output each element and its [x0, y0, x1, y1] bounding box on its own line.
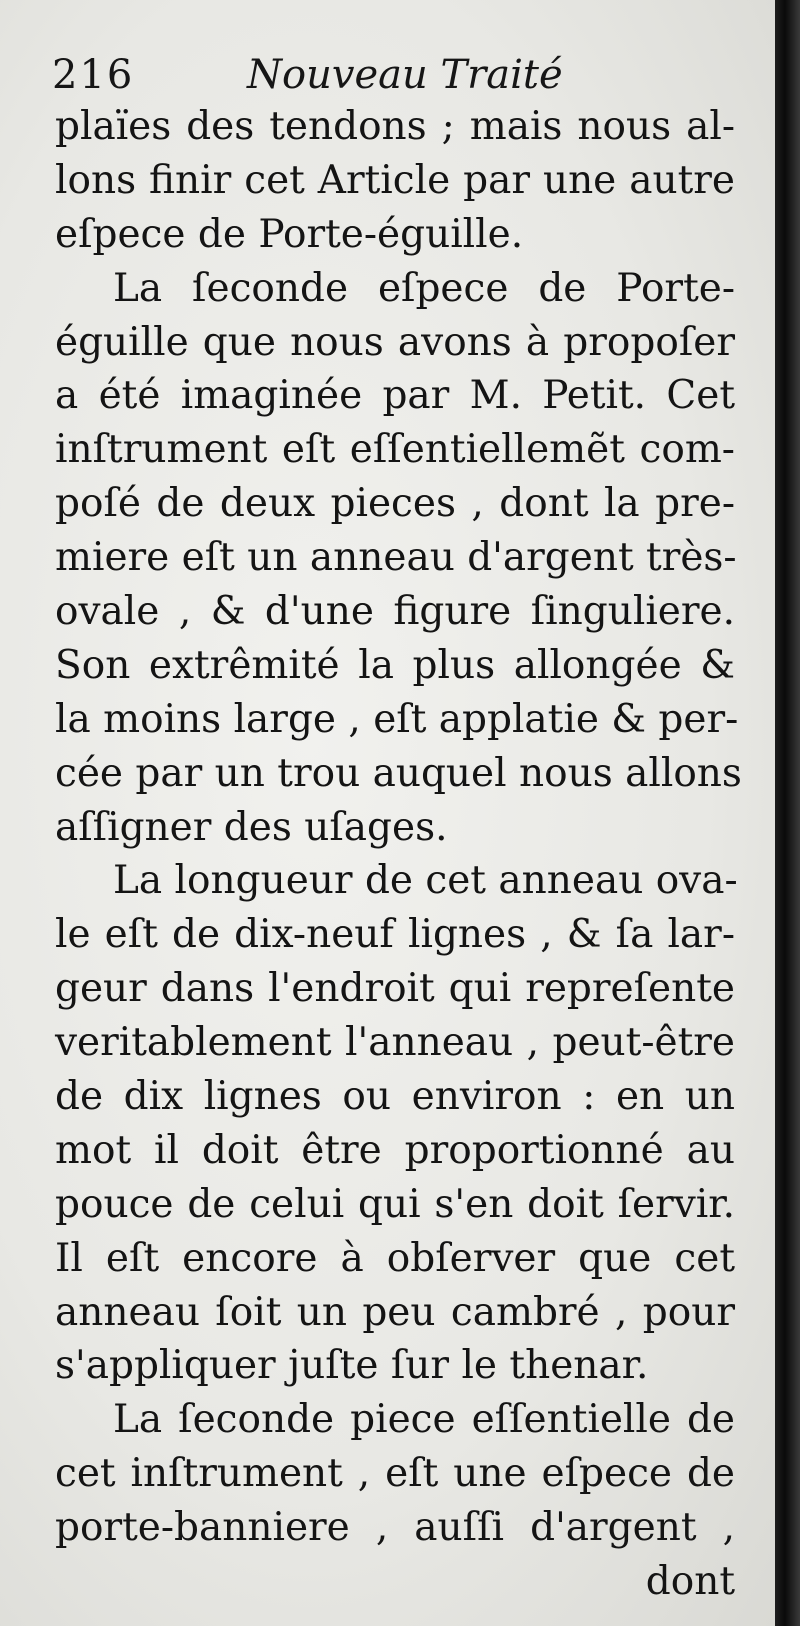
text-line: poſé de deux pieces , dont la pre- — [55, 481, 735, 527]
text-line: ovale , & d'une figure ſinguliere. — [55, 589, 735, 635]
text-line: pouce de celui qui s'en doit ſervir. — [55, 1181, 735, 1227]
text-line: geur dans l'endroit qui repreſente — [55, 966, 735, 1012]
text-line: La longueur de cet anneau ova- — [113, 858, 738, 904]
text-line: anneau ſoit un peu cambré , pour — [55, 1289, 735, 1335]
text-line: Son extrêmité la plus allongée & — [55, 642, 735, 688]
text-line: miere eſt un anneau d'argent très- — [55, 535, 737, 581]
text-line: de dix lignes ou environ : en un — [55, 1074, 735, 1120]
book-gutter — [775, 0, 800, 1626]
page-header — [52, 46, 752, 106]
text-line: eſpece de Porte-éguille. — [55, 211, 524, 257]
text-line: Il eſt encore à obſerver que cet — [55, 1235, 735, 1281]
text-line: cet inſtrument , eſt une eſpece de — [55, 1451, 735, 1497]
page-number: 216 — [52, 52, 135, 98]
body-text — [55, 100, 742, 1609]
running-head: Nouveau Traité — [247, 52, 563, 98]
text-line: inſtrument eſt eſſentiellemẽt com- — [55, 427, 735, 473]
text-line: porte-banniere , auſſi d'argent , — [55, 1505, 735, 1551]
text-line: La ſeconde eſpece de Porte- — [113, 265, 735, 311]
catchword: dont — [645, 1559, 735, 1605]
text-line: La ſeconde piece eſſentielle de — [113, 1397, 735, 1443]
text-line: s'appliquer juſte ſur le thenar. — [55, 1343, 649, 1389]
text-line: a été imaginée par M. Petit. Cet — [55, 373, 735, 419]
text-line: le eſt de dix-neuf lignes , & ſa lar- — [55, 912, 735, 958]
text-line: lons finir cet Article par une autre — [55, 157, 735, 203]
text-line: plaïes des tendons ; mais nous al- — [55, 104, 735, 149]
text-line: cée par un trou auquel nous allons — [55, 750, 742, 796]
text-line: aſſigner des uſages. — [55, 804, 448, 850]
text-line: mot il doit être proportionné au — [55, 1127, 735, 1173]
text-line: veritablement l'anneau , peut-être — [55, 1020, 735, 1066]
text-line: la moins large , eſt applatie & per- — [55, 696, 739, 742]
text-line: éguille que nous avons à propoſer — [55, 319, 735, 365]
